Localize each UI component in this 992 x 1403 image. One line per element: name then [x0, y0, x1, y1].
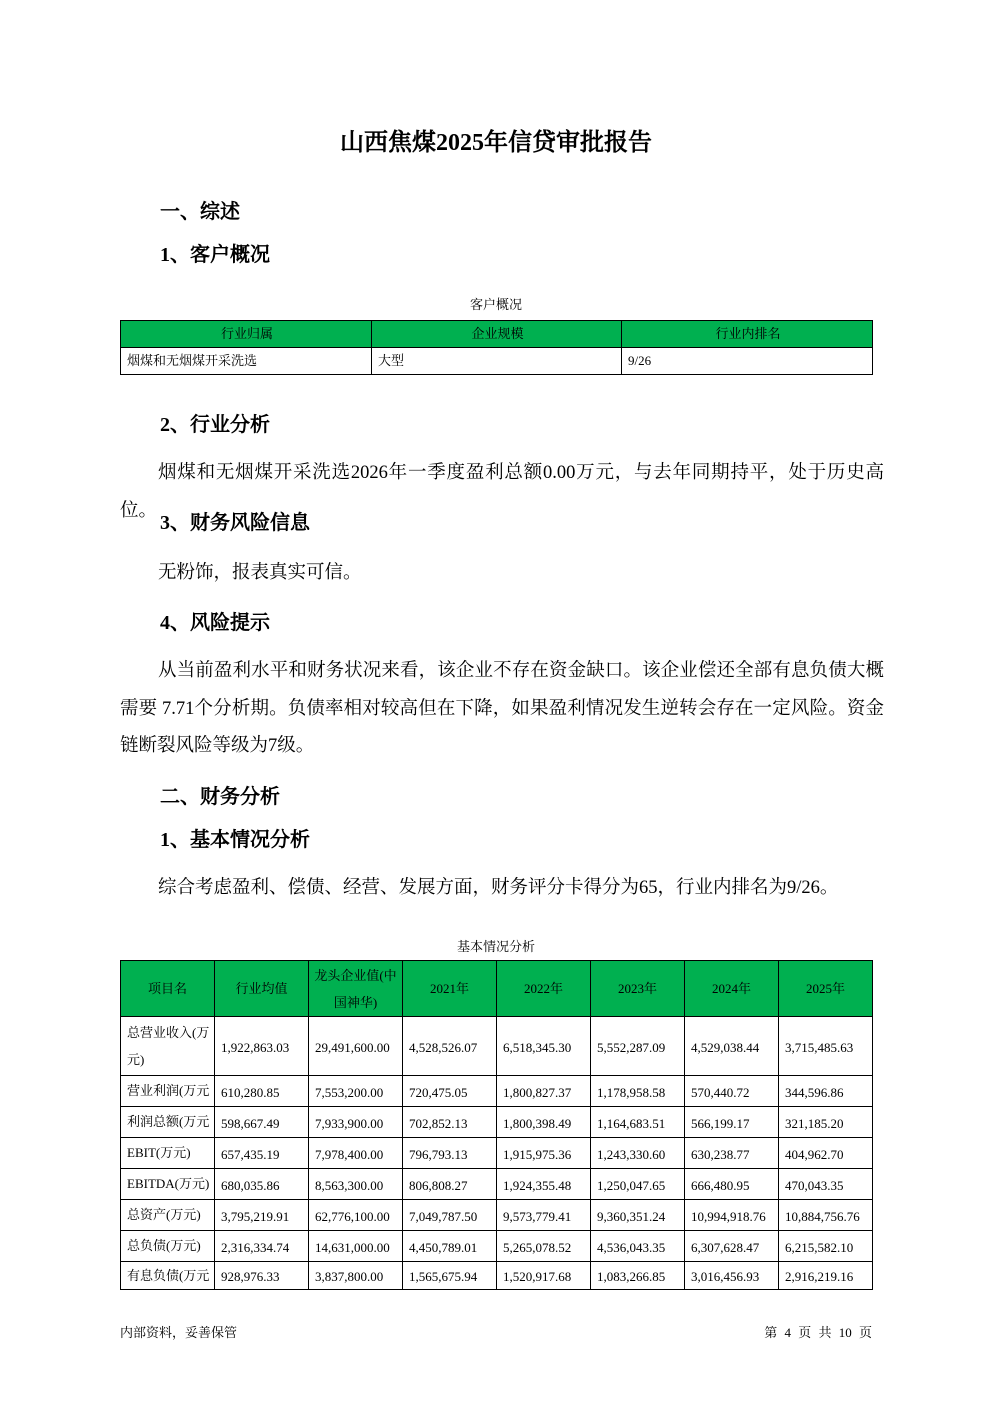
value-cell: 9,360,351.24 — [591, 1200, 685, 1231]
value-cell: 1,083,266.85 — [591, 1262, 685, 1290]
value-cell: 796,793.13 — [403, 1138, 497, 1169]
risk-tips-text: 从当前盈利水平和财务状况来看，该企业不存在资金缺口。该企业偿还全部有息负债大概需要 7.71个分析期。负债率相对较高但在下降，如果盈利情况发生逆转会存在一定风险。资金链断裂风险等级为7级。 — [120, 661, 884, 756]
value-cell: 404,962.70 — [779, 1138, 873, 1169]
subheading-basic-analysis: 1、基本情况分析 — [160, 829, 310, 851]
value-cell: 9,573,779.41 — [497, 1200, 591, 1231]
value-cell: 6,215,582.10 — [779, 1231, 873, 1262]
table-row — [121, 1138, 873, 1169]
value-cell: 5,265,078.52 — [497, 1231, 591, 1262]
cell-industry: 烟煤和无烟煤开采洗选 — [121, 348, 372, 375]
value-cell: 6,307,628.47 — [685, 1231, 779, 1262]
value-cell: 4,529,038.44 — [685, 1017, 779, 1076]
value-cell: 470,043.35 — [779, 1169, 873, 1200]
basic-table-caption: 基本情况分析 — [456, 939, 535, 954]
value-cell: 1,800,398.49 — [497, 1107, 591, 1138]
table-row — [121, 1107, 873, 1138]
basic-analysis-table — [120, 960, 873, 1290]
subheading-customer-overview: 1、客户概况 — [160, 244, 270, 266]
basic-analysis-table-body — [121, 1017, 873, 1290]
table-row — [121, 1169, 873, 1200]
value-cell: 10,994,918.76 — [685, 1200, 779, 1231]
value-cell: 570,440.72 — [685, 1076, 779, 1107]
value-cell: 2,316,334.74 — [215, 1231, 309, 1262]
table-header-row — [121, 321, 873, 348]
header-industry: 行业归属 — [121, 321, 372, 348]
value-cell: 4,528,526.07 — [403, 1017, 497, 1076]
value-cell: 1,800,827.37 — [497, 1076, 591, 1107]
value-cell: 4,450,789.01 — [403, 1231, 497, 1262]
header-year-2023: 2023年 — [591, 961, 685, 1017]
value-cell: 610,280.85 — [215, 1076, 309, 1107]
value-cell: 29,491,600.00 — [309, 1017, 403, 1076]
table-header-row — [121, 961, 873, 1017]
value-cell: 1,915,975.36 — [497, 1138, 591, 1169]
header-enterprise-scale: 企业规模 — [372, 321, 622, 348]
section-heading-overview: 一、综述 — [160, 201, 240, 223]
value-cell: 1,178,958.58 — [591, 1076, 685, 1107]
value-cell: 1,164,683.51 — [591, 1107, 685, 1138]
row-label-cell: EBITDA(万元) — [121, 1169, 215, 1200]
cell-enterprise-scale: 大型 — [372, 348, 622, 375]
value-cell: 598,667.49 — [215, 1107, 309, 1138]
value-cell: 666,480.95 — [685, 1169, 779, 1200]
header-year-2025: 2025年 — [779, 961, 873, 1017]
value-cell: 3,016,456.93 — [685, 1262, 779, 1290]
value-cell: 1,922,863.03 — [215, 1017, 309, 1076]
report-title: 山西焦煤2025年信贷审批报告 — [340, 130, 652, 156]
row-label-cell: 总资产(万元) — [121, 1200, 215, 1231]
value-cell: 1,243,330.60 — [591, 1138, 685, 1169]
value-cell: 321,185.20 — [779, 1107, 873, 1138]
header-year-2024: 2024年 — [685, 961, 779, 1017]
header-year-2022: 2022年 — [497, 961, 591, 1017]
header-industry-rank: 行业内排名 — [622, 321, 873, 348]
header-leader-value: 龙头企业值(中国神华) — [309, 961, 403, 1017]
value-cell: 7,553,200.00 — [309, 1076, 403, 1107]
value-cell: 10,884,756.76 — [779, 1200, 873, 1231]
value-cell: 2,916,219.16 — [779, 1262, 873, 1290]
value-cell: 7,978,400.00 — [309, 1138, 403, 1169]
value-cell: 928,976.33 — [215, 1262, 309, 1290]
section-heading-financial-analysis: 二、财务分析 — [160, 786, 280, 808]
footer-page-number: 第 4 页 共 10 页 — [764, 1325, 872, 1340]
value-cell: 3,795,219.91 — [215, 1200, 309, 1231]
table-row — [121, 1076, 873, 1107]
basic-analysis-text: 综合考虑盈利、偿债、经营、发展方面，财务评分卡得分为65，行业内排名为9/26。 — [158, 878, 839, 898]
value-cell: 702,852.13 — [403, 1107, 497, 1138]
customer-overview-table — [120, 320, 873, 375]
table-row — [121, 1200, 873, 1231]
value-cell: 8,563,300.00 — [309, 1169, 403, 1200]
subheading-risk-tips: 4、风险提示 — [160, 612, 270, 634]
row-label-cell: 有息负债(万元 — [121, 1262, 215, 1290]
value-cell: 344,596.86 — [779, 1076, 873, 1107]
value-cell: 720,475.05 — [403, 1076, 497, 1107]
value-cell: 6,518,345.30 — [497, 1017, 591, 1076]
value-cell: 7,933,900.00 — [309, 1107, 403, 1138]
value-cell: 1,924,355.48 — [497, 1169, 591, 1200]
row-label-cell: 总负债(万元) — [121, 1231, 215, 1262]
value-cell: 14,631,000.00 — [309, 1231, 403, 1262]
footer-confidential-note: 内部资料，妥善保管 — [120, 1325, 238, 1340]
subheading-industry-analysis: 2、行业分析 — [160, 414, 270, 436]
header-item-name: 项目名 — [121, 961, 215, 1017]
value-cell: 680,035.86 — [215, 1169, 309, 1200]
financial-risk-text: 无粉饰，报表真实可信。 — [158, 563, 362, 583]
value-cell: 5,552,287.09 — [591, 1017, 685, 1076]
cell-industry-rank: 9/26 — [622, 348, 873, 375]
value-cell: 4,536,043.35 — [591, 1231, 685, 1262]
subheading-financial-risk: 3、财务风险信息 — [160, 512, 310, 534]
value-cell: 62,776,100.00 — [309, 1200, 403, 1231]
value-cell: 7,049,787.50 — [403, 1200, 497, 1231]
value-cell: 657,435.19 — [215, 1138, 309, 1169]
industry-analysis-text: 烟煤和无烟煤开采洗选2026年一季度盈利总额0.00万元，与去年同期持平，处于历史高位。 — [120, 463, 884, 521]
value-cell: 1,520,917.68 — [497, 1262, 591, 1290]
row-label-cell: 营业利润(万元 — [121, 1076, 215, 1107]
row-label-cell: EBIT(万元) — [121, 1138, 215, 1169]
table-row — [121, 1017, 873, 1076]
value-cell: 566,199.17 — [685, 1107, 779, 1138]
value-cell: 630,238.77 — [685, 1138, 779, 1169]
value-cell: 3,715,485.63 — [779, 1017, 873, 1076]
header-year-2021: 2021年 — [403, 961, 497, 1017]
row-label-cell: 总营业收入(万元) — [121, 1017, 215, 1076]
value-cell: 1,250,047.65 — [591, 1169, 685, 1200]
value-cell: 806,808.27 — [403, 1169, 497, 1200]
table-row — [121, 348, 873, 375]
row-label-cell: 利润总额(万元 — [121, 1107, 215, 1138]
table-row — [121, 1231, 873, 1262]
header-industry-average: 行业均值 — [215, 961, 309, 1017]
customer-table-caption: 客户概况 — [469, 297, 522, 312]
value-cell: 1,565,675.94 — [403, 1262, 497, 1290]
table-row — [121, 1262, 873, 1290]
value-cell: 3,837,800.00 — [309, 1262, 403, 1290]
